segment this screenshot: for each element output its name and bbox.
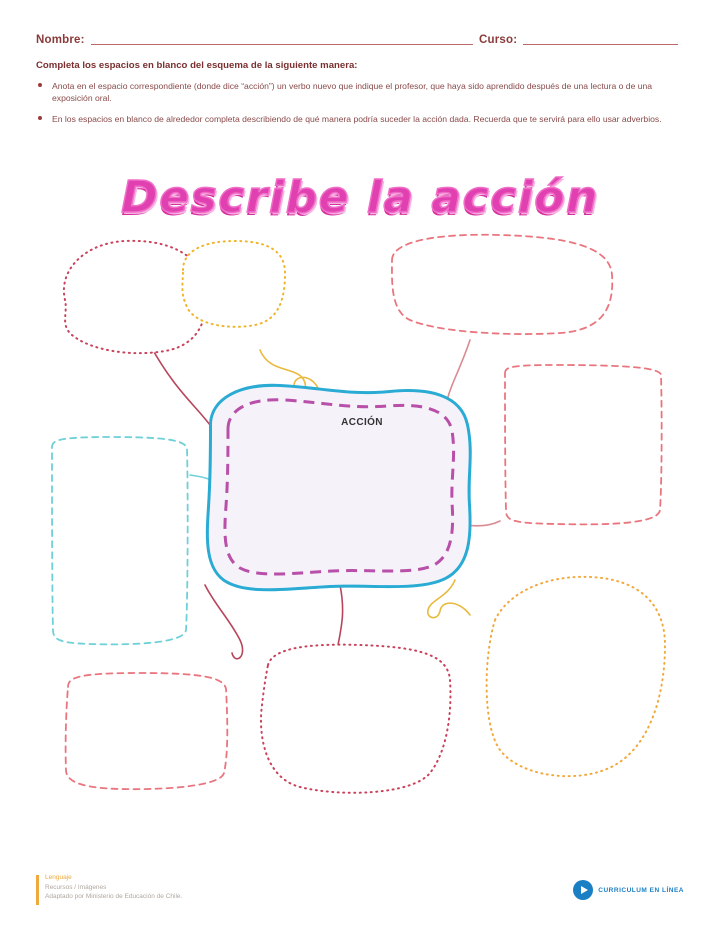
footer-category: Recursos / Imágenes — [45, 883, 107, 891]
bubble-top-right[interactable] — [392, 235, 612, 334]
bubble-top-center[interactable] — [182, 241, 285, 327]
instructions-block — [36, 60, 684, 133]
worksheet-title-wrap — [0, 172, 720, 223]
connector-bottom-center — [338, 585, 343, 645]
instruction-text: En los espacios en blanco de alrededor completa describiendo de qué manera podría suceder la acción dada. Recuerda que te servirá para ello usar adverbios. — [52, 113, 662, 124]
center-action-label: ACCIÓN — [341, 417, 383, 428]
logo-text: CURRICULUM EN LÍNEA — [598, 886, 684, 894]
instructions-list — [36, 80, 684, 125]
diagram-canvas — [0, 225, 720, 825]
bubble-left-middle[interactable] — [52, 437, 188, 644]
instruction-item-2 — [36, 113, 684, 125]
instruction-item-1 — [36, 80, 684, 105]
curso-input-line[interactable] — [523, 30, 678, 45]
bubble-right-lower[interactable] — [487, 577, 665, 776]
bubble-left-lower[interactable] — [66, 673, 228, 789]
play-icon — [573, 880, 593, 900]
curso-field-group — [479, 30, 684, 46]
bullet-icon — [38, 116, 42, 120]
footer-accent-bar — [36, 875, 39, 905]
page-title: Describe la acción — [121, 172, 599, 223]
footer-credit: Adaptado por Ministerio de Educación de Chile. — [45, 893, 183, 901]
connector-left-lower — [205, 585, 243, 659]
bullet-icon — [38, 83, 42, 87]
connector-top-right — [446, 340, 470, 405]
connector-top-left — [150, 345, 210, 425]
instruction-text: Anota en el espacio correspondiente (donde dice “acción”) un verbo nuevo que indique el profesor, que haya sido aprendido después de una lectura o de una exposición oral. — [52, 81, 653, 104]
header — [36, 24, 684, 46]
curriculum-logo[interactable] — [573, 880, 684, 900]
footer-text-block — [36, 873, 436, 902]
nombre-field-group — [36, 30, 479, 46]
instructions-title: Completa los espacios en blanco del esquema de la siguiente manera: — [36, 60, 358, 71]
nombre-input-line[interactable] — [91, 30, 473, 45]
connector-bottom-right — [428, 580, 470, 618]
nombre-label: Nombre: — [36, 34, 85, 46]
bubble-bottom-center[interactable] — [261, 645, 450, 793]
curso-label: Curso: — [479, 34, 518, 46]
footer-subject: Lenguaje — [45, 873, 72, 881]
footer — [36, 873, 436, 902]
bubble-right-upper[interactable] — [505, 365, 662, 524]
